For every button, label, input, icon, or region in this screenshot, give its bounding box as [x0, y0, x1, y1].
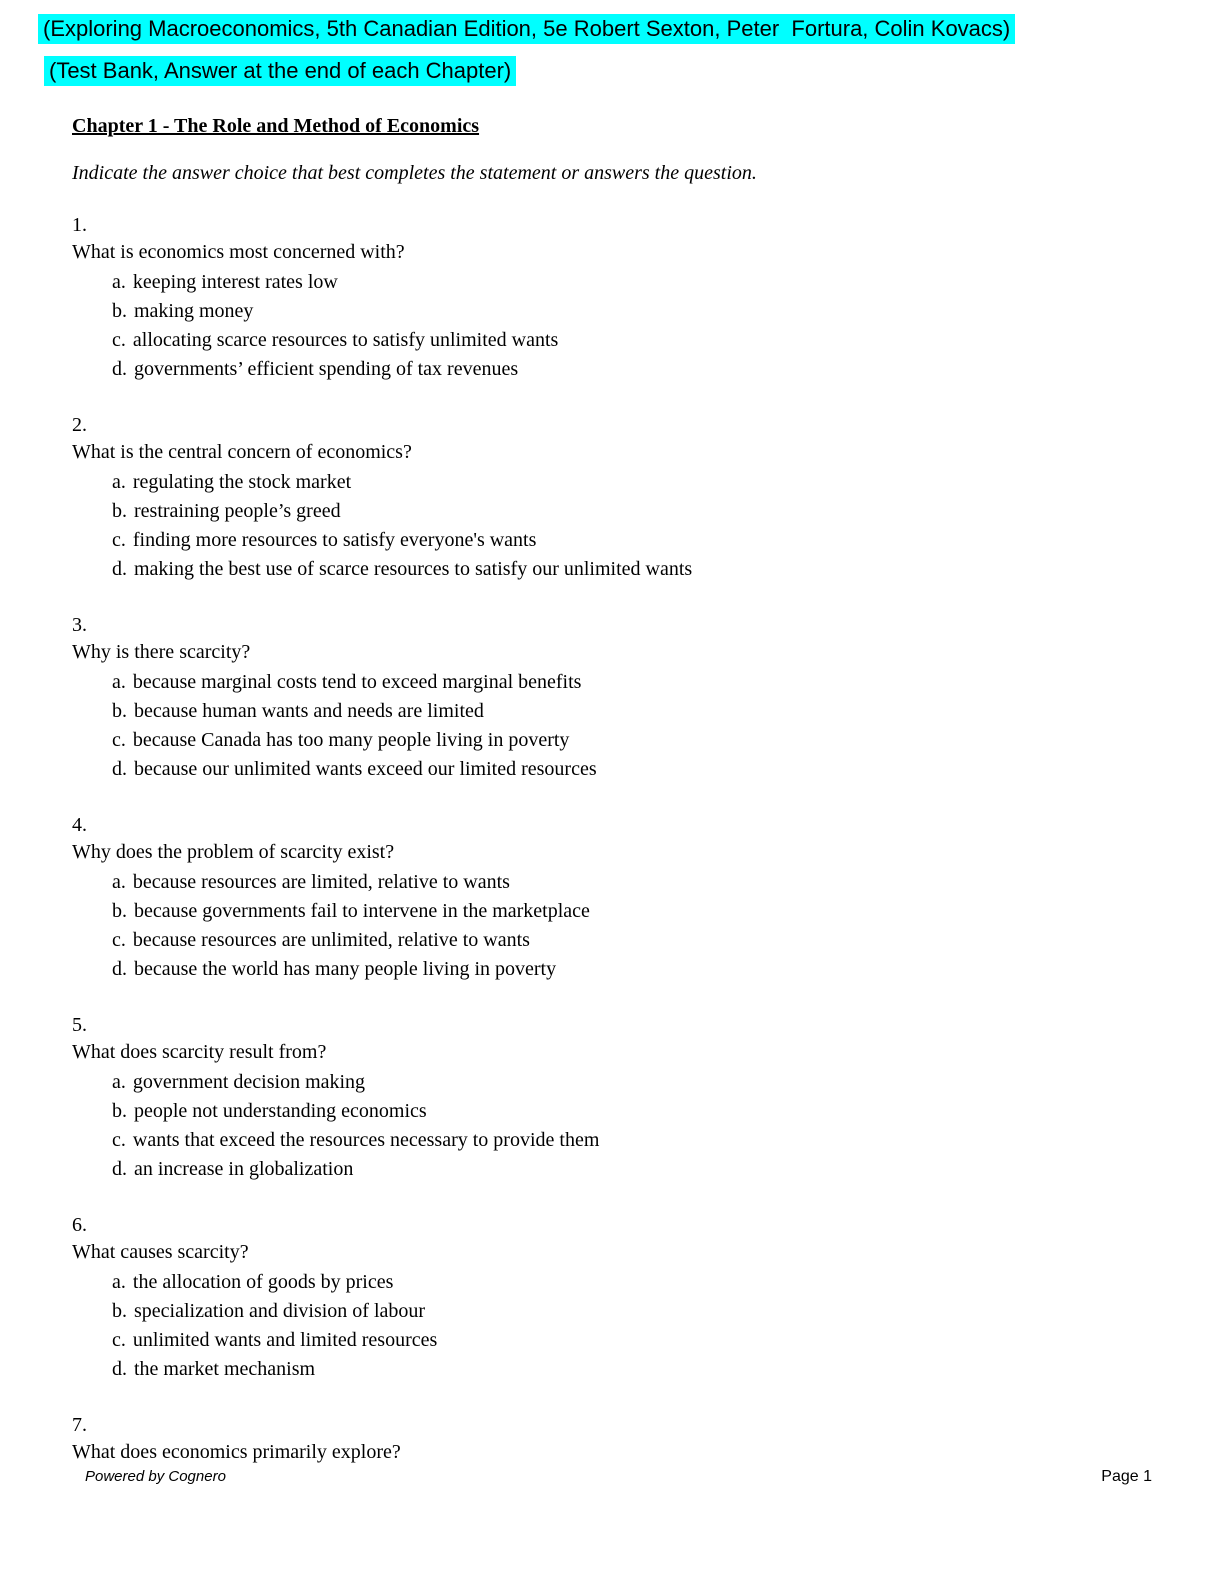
option-row-d — [112, 959, 1224, 980]
question-number: 1. — [72, 214, 87, 236]
option-text: unlimited wants and limited resources — [132, 1329, 438, 1351]
option-text: because our unlimited wants exceed our limited resources — [134, 758, 597, 780]
option-text: because Canada has too many people living in poverty — [132, 729, 570, 751]
option-label: a. — [112, 871, 126, 893]
question-number: 2. — [72, 414, 87, 436]
option-text: because resources are limited, relative to wants — [132, 871, 510, 893]
option-text: finding more resources to satisfy everyone's wants — [132, 529, 537, 551]
option-text: keeping interest rates low — [132, 271, 338, 293]
option-row-b — [112, 701, 1224, 722]
option-label: c. — [112, 1329, 126, 1351]
option-row-d — [112, 559, 1224, 580]
option-label: a. — [112, 1271, 126, 1293]
question-number: 4. — [72, 814, 87, 836]
instruction-text: Indicate the answer choice that best completes the statement or answers the question. — [72, 162, 757, 184]
question-text: Why is there scarcity? — [72, 641, 251, 663]
footer-powered-by: Powered by Cognero — [85, 1468, 226, 1485]
option-text: making money — [134, 300, 254, 322]
option-row-a — [112, 672, 1224, 693]
option-label: d. — [112, 958, 127, 980]
question-block-2 — [72, 414, 1224, 580]
option-text: making the best use of scarce resources to satisfy our unlimited wants — [134, 558, 693, 580]
option-row-a — [112, 272, 1224, 293]
option-row-b — [112, 501, 1224, 522]
option-label: a. — [112, 671, 126, 693]
footer-page-number: Page 1 — [1101, 1468, 1152, 1485]
question-block-6 — [72, 1214, 1224, 1380]
option-label: b. — [112, 900, 127, 922]
question-block-1 — [72, 214, 1224, 380]
question-number: 6. — [72, 1214, 87, 1236]
question-number: 3. — [72, 614, 87, 636]
option-text: because marginal costs tend to exceed marginal benefits — [132, 671, 582, 693]
option-text: specialization and division of labour — [134, 1300, 426, 1322]
option-label: c. — [112, 1129, 126, 1151]
option-label: b. — [112, 1100, 127, 1122]
option-text: the allocation of goods by prices — [132, 1271, 394, 1293]
option-row-c — [112, 1330, 1224, 1351]
option-row-a — [112, 872, 1224, 893]
option-text: allocating scarce resources to satisfy unlimited wants — [132, 329, 559, 351]
option-text: governments’ efficient spending of tax revenues — [134, 358, 519, 380]
option-label: c. — [112, 929, 126, 951]
option-text: because resources are unlimited, relative to wants — [132, 929, 530, 951]
option-row-b — [112, 301, 1224, 322]
question-number: 5. — [72, 1014, 87, 1036]
question-text: What causes scarcity? — [72, 1241, 249, 1263]
option-label: b. — [112, 300, 127, 322]
option-row-a — [112, 1272, 1224, 1293]
option-row-a — [112, 472, 1224, 493]
question-block-4 — [72, 814, 1224, 980]
option-label: a. — [112, 1071, 126, 1093]
question-number: 7. — [72, 1414, 87, 1436]
option-text: government decision making — [132, 1071, 366, 1093]
option-row-b — [112, 901, 1224, 922]
option-label: b. — [112, 1300, 127, 1322]
question-block-3 — [72, 614, 1224, 780]
option-row-d — [112, 1159, 1224, 1180]
question-text: What does economics primarily explore? — [72, 1441, 401, 1463]
question-text: What is economics most concerned with? — [72, 241, 405, 263]
option-label: b. — [112, 500, 127, 522]
question-text: What is the central concern of economics? — [72, 441, 412, 463]
option-row-c — [112, 1130, 1224, 1151]
option-row-a — [112, 1072, 1224, 1093]
option-label: a. — [112, 471, 126, 493]
option-row-c — [112, 930, 1224, 951]
question-text: What does scarcity result from? — [72, 1041, 327, 1063]
option-label: d. — [112, 1158, 127, 1180]
option-text: because governments fail to intervene in the marketplace — [134, 900, 590, 922]
test-bank-note-highlight: (Test Bank, Answer at the end of each Chapter) — [44, 56, 516, 86]
option-label: b. — [112, 700, 127, 722]
question-block-5 — [72, 1014, 1224, 1180]
option-label: c. — [112, 529, 126, 551]
page-footer — [85, 1468, 1152, 1486]
option-text: the market mechanism — [134, 1358, 316, 1380]
option-text: people not understanding economics — [134, 1100, 427, 1122]
option-row-c — [112, 530, 1224, 551]
option-row-c — [112, 330, 1224, 351]
option-row-d — [112, 1359, 1224, 1380]
option-text: an increase in globalization — [134, 1158, 354, 1180]
option-text: because the world has many people living in poverty — [134, 958, 557, 980]
option-text: regulating the stock market — [132, 471, 352, 493]
option-row-d — [112, 359, 1224, 380]
option-row-b — [112, 1101, 1224, 1122]
option-label: d. — [112, 358, 127, 380]
option-label: c. — [112, 729, 126, 751]
chapter-title: Chapter 1 - The Role and Method of Economics — [72, 115, 480, 137]
option-row-d — [112, 759, 1224, 780]
option-text: restraining people’s greed — [134, 500, 341, 522]
option-label: d. — [112, 758, 127, 780]
question-text: Why does the problem of scarcity exist? — [72, 841, 395, 863]
option-label: c. — [112, 329, 126, 351]
option-label: d. — [112, 558, 127, 580]
option-text: because human wants and needs are limited — [134, 700, 484, 722]
question-block-7 — [72, 1414, 1224, 1464]
option-row-b — [112, 1301, 1224, 1322]
option-text: wants that exceed the resources necessary to provide them — [132, 1129, 600, 1151]
book-title-highlight: (Exploring Macroeconomics, 5th Canadian Edition, 5e Robert Sexton, Peter Fortura, Colin Kovacs) — [38, 14, 1015, 44]
option-label: d. — [112, 1358, 127, 1380]
option-row-c — [112, 730, 1224, 751]
option-label: a. — [112, 271, 126, 293]
